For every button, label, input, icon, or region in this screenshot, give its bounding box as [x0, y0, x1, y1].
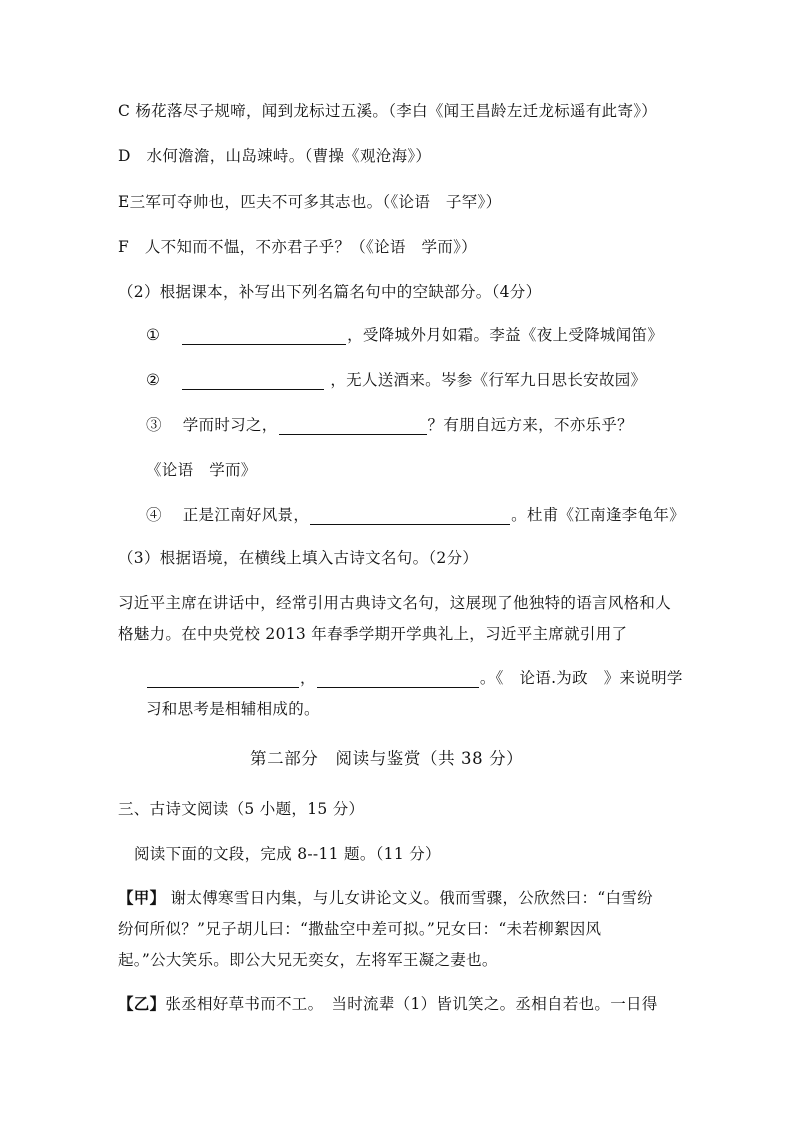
- part-two-heading: 第二部分 阅读与鉴赏（共 38 分）: [250, 749, 524, 768]
- passage-yi-line-1: [118, 994, 658, 1014]
- answer-blank[interactable]: [279, 418, 427, 435]
- passage-jia-line-2: 纷何所似？”兄子胡儿曰：“撒盐空中差可拟。”兄女曰：“未若柳絮因风: [118, 920, 602, 938]
- passage-jia-line-1: [118, 888, 653, 908]
- blank-item-3-source: 《论语 学而》: [146, 461, 257, 479]
- item-text: ？有朋自远方来，不亦乐乎？: [427, 416, 633, 434]
- item-number: ①: [146, 326, 161, 344]
- paragraph-line-3: [146, 668, 683, 688]
- separator: ，: [300, 669, 316, 687]
- reading-instruction: 阅读下面的文段，完成 8--11 题。（11 分）: [134, 845, 441, 863]
- passage-jia-line-3: 起。”公大笑乐。即公大兄无奕女，左将军王凝之妻也。: [118, 951, 498, 969]
- option-e: E三军可夺帅也，匹夫不可多其志也。（《论语 子罕》）: [118, 193, 502, 211]
- item-number: ④: [146, 506, 162, 524]
- passage-tag-yi: 【乙】: [118, 994, 166, 1013]
- blank-item-1: [146, 325, 663, 345]
- passage-text: 谢太傅寒雪日内集，与儿女讲论文义。俄而雪骤，公欣然曰：“白雪纷: [170, 889, 653, 907]
- item-text: 正是江南好风景，: [182, 506, 310, 524]
- answer-blank[interactable]: [182, 373, 324, 390]
- question-3: （3）根据语境，在横线上填入古诗文名句。（2分）: [118, 549, 479, 567]
- paragraph-line-1: 习近平主席在讲话中，经常引用古典诗文名句，这展现了他独特的语言风格和人: [118, 594, 672, 612]
- paragraph-line-4: 习和思考是相辅相成的。: [146, 700, 320, 718]
- question-2: （2）根据课本，补写出下列名篇名句中的空缺部分。（4分）: [118, 283, 542, 301]
- option-d: D 水何澹澹，山岛竦峙。（曹操《观沧海》）: [118, 147, 432, 165]
- passage-text: 张丞相好草书而不工。 当时流辈（1）皆讥笑之。丞相自若也。一日得: [165, 995, 658, 1013]
- item-text: ，受降城外月如霜。李益《夜上受降城闻笛》: [347, 326, 664, 344]
- paragraph-line-2: 格魅力。在中央党校 2013 年春季学期开学典礼上，习近平主席就引用了: [118, 625, 628, 643]
- item-text: 。杜甫《江南逢李龟年》: [511, 506, 685, 524]
- item-text: ，无人送酒来。岑参《行军九日思长安故园》: [330, 371, 647, 389]
- passage-tag-jia: 【甲】: [118, 888, 166, 907]
- blank-item-3: [146, 415, 633, 435]
- blank-item-2: [146, 370, 646, 390]
- answer-blank-2[interactable]: [317, 671, 479, 688]
- answer-blank[interactable]: [182, 328, 346, 345]
- blank-item-4: [146, 505, 685, 525]
- source-text: 。《 论语.为政 》来说明学: [479, 669, 683, 687]
- item-text: 学而时习之，: [182, 416, 278, 434]
- item-number: ③: [146, 416, 162, 434]
- answer-blank-1[interactable]: [147, 671, 299, 688]
- answer-blank[interactable]: [310, 508, 510, 525]
- item-number: ②: [146, 371, 161, 389]
- section-three-heading: 三、古诗文阅读（5 小题，15 分）: [118, 800, 365, 818]
- option-c: C 杨花落尽子规啼，闻到龙标过五溪。（李白《闻王昌龄左迁龙标遥有此寄》）: [118, 102, 658, 120]
- option-f: F 人不知而不愠，不亦君子乎？（《论语 学而》）: [118, 238, 477, 256]
